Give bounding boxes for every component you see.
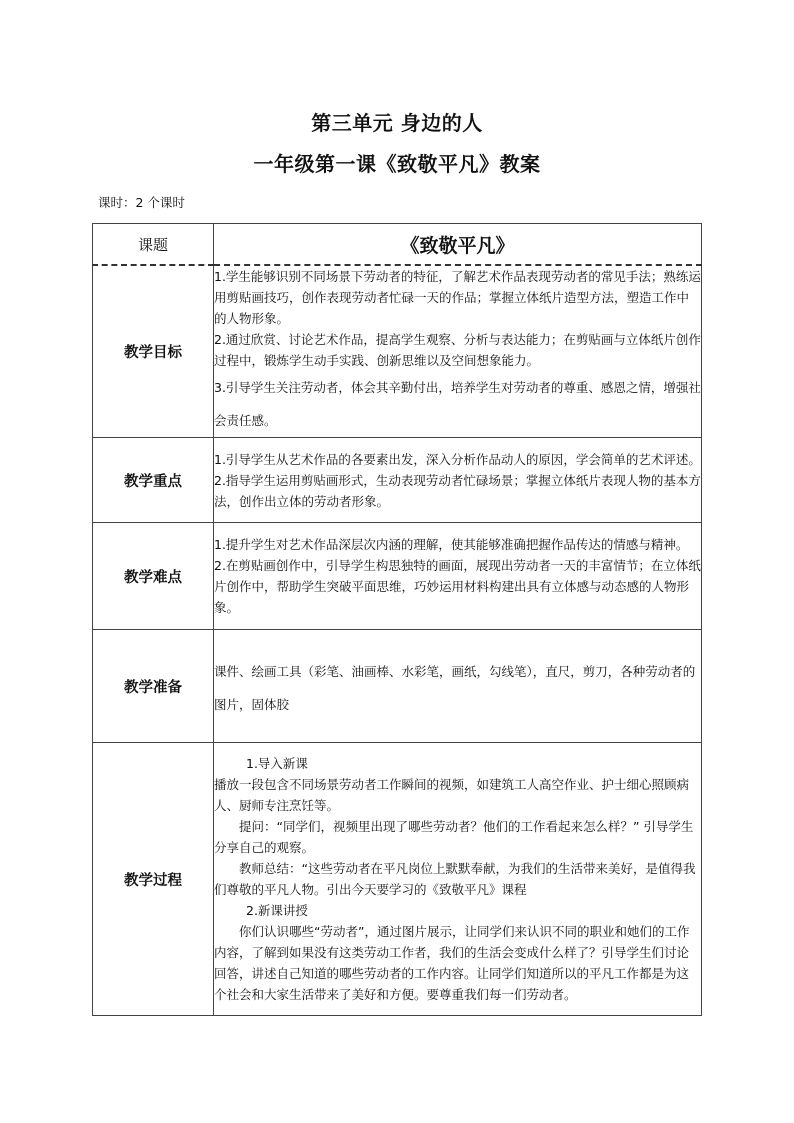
key-point-item: 2.指导学生运用剪贴画形式，生动表现劳动者忙碌场景；掌握立体纸片表现人物的基本方法，创作出立体的劳动者形象。 — [214, 472, 701, 509]
difficulties-content — [214, 523, 702, 630]
difficulty-item: 2.在剪贴画创作中，引导学生构思独特的画面，展现出劳动者一天的丰富情节；在立体纸片创作中，帮助学生突破平面思维，巧妙运用材料构建出具有立体感与动态感的人物形象。 — [214, 558, 701, 615]
objective-item: 2.通过欣赏、讨论艺术作品，提高学生观察、分析与表达能力；在剪贴画与立体纸片创作过程中，锻炼学生动手实践、创新思维以及空间想象能力。 — [214, 332, 701, 368]
unit-title: 第三单元 身边的人 — [311, 111, 483, 135]
lesson-title: 一年级第一课《致敬平凡》教案 — [253, 152, 541, 176]
class-hours: 课时：2 个课时 — [98, 195, 185, 210]
preparation-text: 课件、绘画工具（彩笔、油画棒、水彩笔，画纸，勾线笔），直尺，剪刀，各种劳动者的图片，固体胶 — [214, 664, 696, 712]
objectives-label: 教学目标 — [93, 265, 214, 438]
process-section1-heading: 1.导入新课 — [246, 756, 308, 771]
preparation-content — [214, 630, 702, 743]
difficulty-item: 1.提升学生对艺术作品深层次内涵的理解，使其能够准确把握作品传达的情感与精神。 — [214, 537, 689, 552]
process-row — [93, 743, 702, 1016]
key-points-row — [93, 438, 702, 523]
objective-item: 3.引导学生关注劳动者，体会其辛勤付出，培养学生对劳动者的尊重、感恩之情，增强社会责任感。 — [214, 380, 701, 428]
key-point-item: 1.引导学生从艺术作品的各要素出发，深入分析作品动人的原因，学会简单的艺术评述。 — [214, 451, 701, 467]
difficulties-row — [93, 523, 702, 630]
process-section1-intro: 播放一段包含不同场景劳动者工作瞬间的视频，如建筑工人高空作业、护士细心照顾病人、厨师专注烹饪等。 — [214, 777, 690, 813]
process-section1-question: 提问：“同学们，视频里出现了哪些劳动者？他们的工作看起来怎么样？” 引导学生分享自己的观察。 — [214, 819, 694, 855]
process-section2-text: 你们认识哪些“劳动者”，通过图片展示，让同学们来认识不同的职业和她们的工作内容，了解到如果没有这类劳动工作者，我们的生活会变成什么样了？引导学生们讨论回答，讲述自己知道的哪些劳动者的工作内容。让同学们知道所以的平凡工作都是为这个社会和大家生活带来了美好和方便。要尊重我们每一们劳动者。 — [214, 924, 690, 1002]
preparation-label: 教学准备 — [93, 630, 214, 743]
process-section1-summary: 教师总结：“这些劳动者在平凡岗位上默默奉献，为我们的生活带来美好，是值得我们尊敬的平凡人物。引出今天要学习的《致敬平凡》课程 — [214, 861, 696, 897]
key-points-label: 教学重点 — [93, 438, 214, 523]
topic-row — [93, 224, 702, 266]
objective-item: 1.学生能够识别不同场景下劳动者的特征，了解艺术作品表现劳动者的常见手法；熟练运用剪贴画技巧，创作表现劳动者忙碌一天的作品；掌握立体纸片造型方法，塑造工作中的人物形象。 — [214, 269, 701, 326]
process-label: 教学过程 — [93, 743, 214, 1016]
process-section2-heading: 2.新课讲授 — [246, 903, 308, 918]
process-content — [214, 743, 702, 1016]
lesson-plan-table — [92, 223, 702, 1016]
difficulties-label: 教学难点 — [93, 523, 214, 630]
objectives-content — [214, 265, 702, 438]
topic-label: 课题 — [93, 224, 214, 266]
objectives-row — [93, 265, 702, 438]
preparation-row — [93, 630, 702, 743]
key-points-content — [214, 438, 702, 523]
topic-value: 《致敬平凡》 — [214, 224, 702, 266]
